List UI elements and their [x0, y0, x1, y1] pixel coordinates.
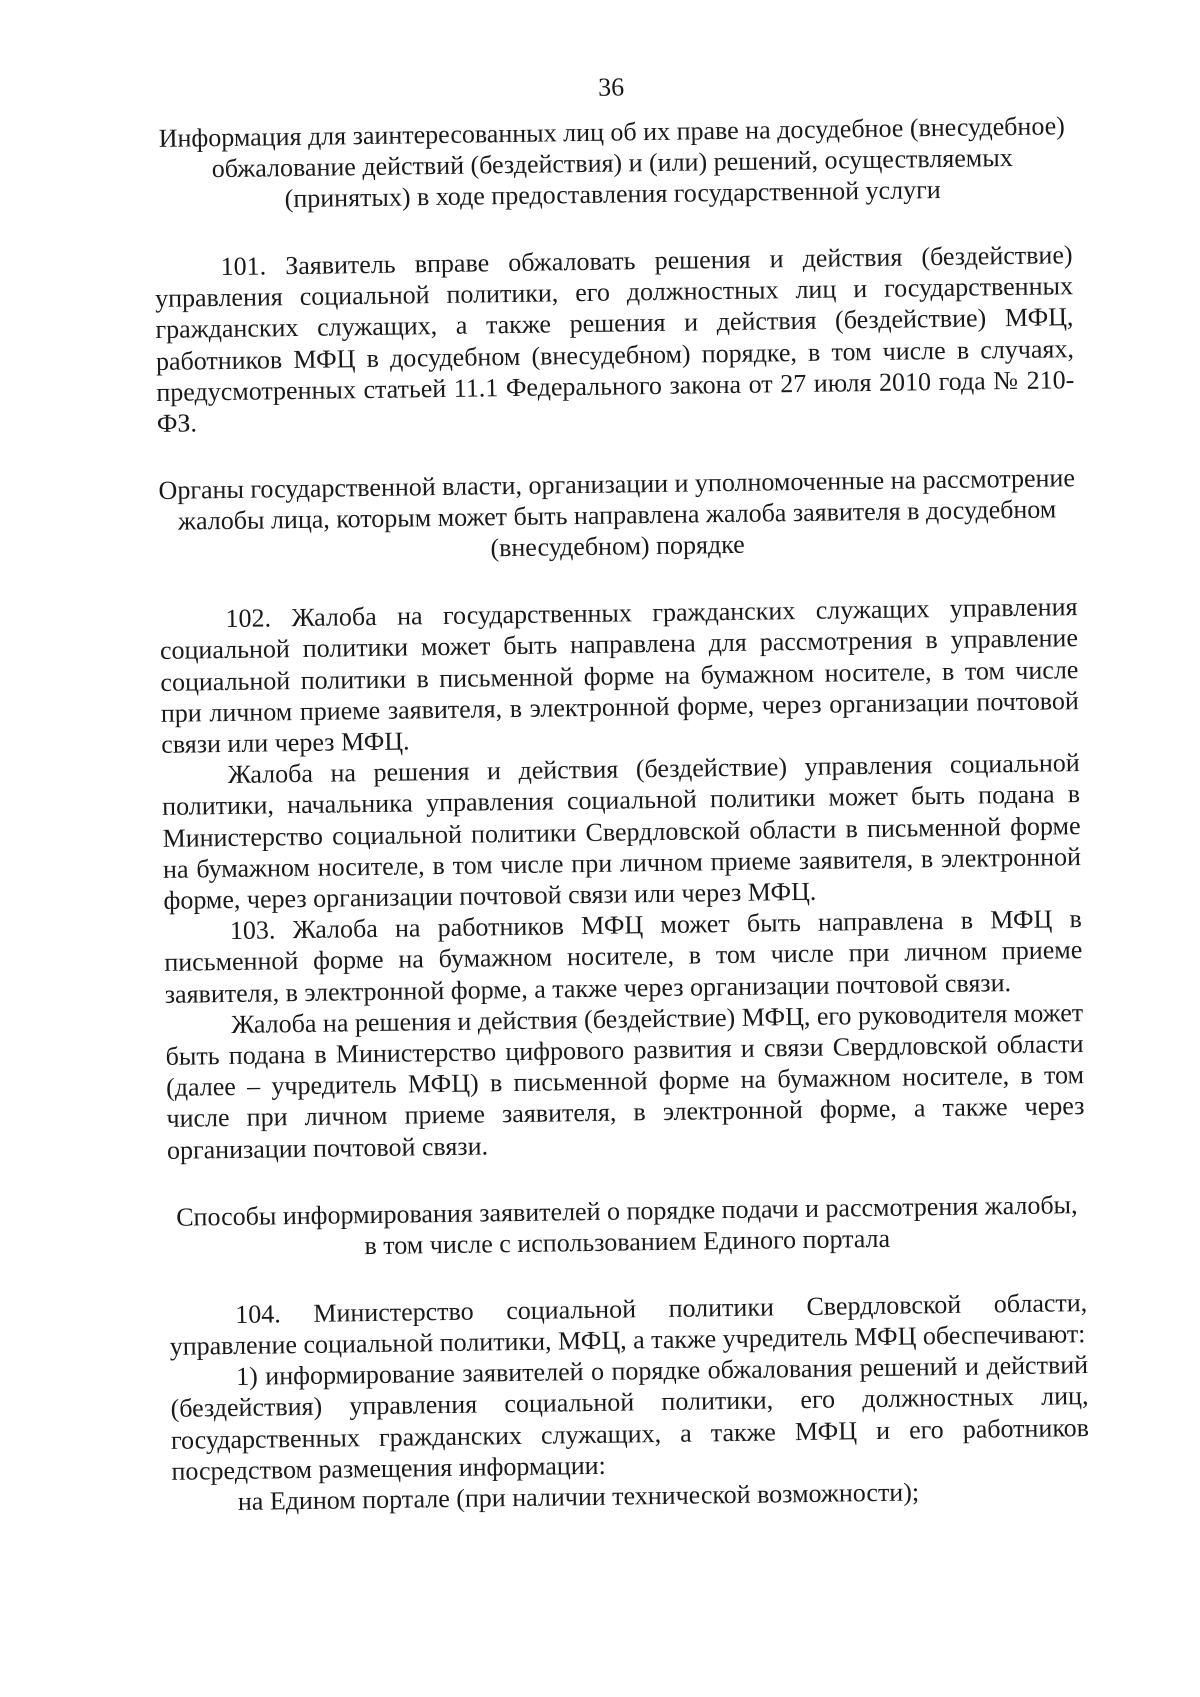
paragraph-103-continued: Жалоба на решения и действия (бездействие) МФЦ, его руководителя может быть подана в Министерство цифрового развития и связи Свердловской области (далее – учредитель МФЦ) в письменной форме на бумажном носителе, в том числе при личном приеме заявителя, в электронной форме, а также через организации почтовой связи. — [165, 997, 1085, 1165]
heading-line: жалобы лица, которым может быть направлена жалоба заявителя в досудебном — [177, 494, 1057, 536]
heading-line: Способы информирования заявителей о порядке подачи и рассмотрения жалобы, — [176, 1190, 1078, 1232]
paragraph-104-portal: на Едином портале (при наличии технической возможности); — [237, 1477, 920, 1517]
heading-line: Органы государственной власти, организации и уполномоченные на рассмотрение — [158, 463, 1076, 506]
heading-appeal-rights — [153, 110, 1072, 216]
page-number: 36 — [597, 72, 625, 102]
heading-informing-methods — [168, 1189, 1087, 1264]
paragraph-104-item-1: 1) информирование заявителей о порядке обжалования решений и действий (бездействия) управления социальной политики, его должностных лиц, государственных гражданских служащих, а также МФЦ и его работников посредством размещения информации: — [170, 1350, 1090, 1486]
page-content — [152, 65, 1090, 1518]
paragraph-103: 103. Жалоба на работников МФЦ может быть направлена в МФЦ в письменной форме на бумажном носителе, в том числе при личном приеме заявителя, в электронной форме, а также через организации почтовой связи. — [164, 904, 1083, 1009]
paragraph-101: 101. Заявитель вправе обжаловать решения и действия (бездействие) управления социальной политики, его должностных лиц и государственных гражданских служащих, а также решения и действия (бездействие) МФЦ, работников МФЦ в досудебном (внесудебном) порядке, в том числе в случаях, предусмотренных статьей 11.1 Федерального закона от 27 июля 2010 года № 210-ФЗ. — [154, 240, 1075, 438]
heading-line: обжалование действий (бездействия) и (или) решений, осуществляемых — [211, 142, 1013, 184]
paragraph-102-continued: Жалоба на решения и действия (бездействие) управления социальной политики, начальника управления социальной политики может быть подана в Министерство социальной политики Свердловской области в письменной форме на бумажном носителе, в том числе при личном приеме заявителя, в электронной форме, через организации почтовой связи или через МФЦ. — [161, 748, 1082, 915]
heading-line: Информация для заинтересованных лиц об их праве на досудебное (внесудебное) — [158, 111, 1066, 153]
heading-line: в том числе с использованием Единого портала — [364, 1223, 891, 1261]
paragraph-104: 104. Министерство социальной политики Свердловской области, управление социальной политики, МФЦ, а также учредитель МФЦ обеспечивают: — [169, 1287, 1088, 1361]
heading-line: (внесудебном) порядке — [490, 529, 745, 563]
paragraph-102: 102. Жалоба на государственных гражданских служащих управления социальной политики может быть направлена для рассмотрения в управление социальной политики в письменной форме на бумажном носителе, в том числе при личном приеме заявителя, в электронной форме, через организации почтовой связи или через МФЦ. — [159, 592, 1079, 759]
heading-line: (принятых) в ходе предоставления государственной услуги — [284, 175, 941, 214]
heading-complaint-bodies — [158, 462, 1077, 568]
